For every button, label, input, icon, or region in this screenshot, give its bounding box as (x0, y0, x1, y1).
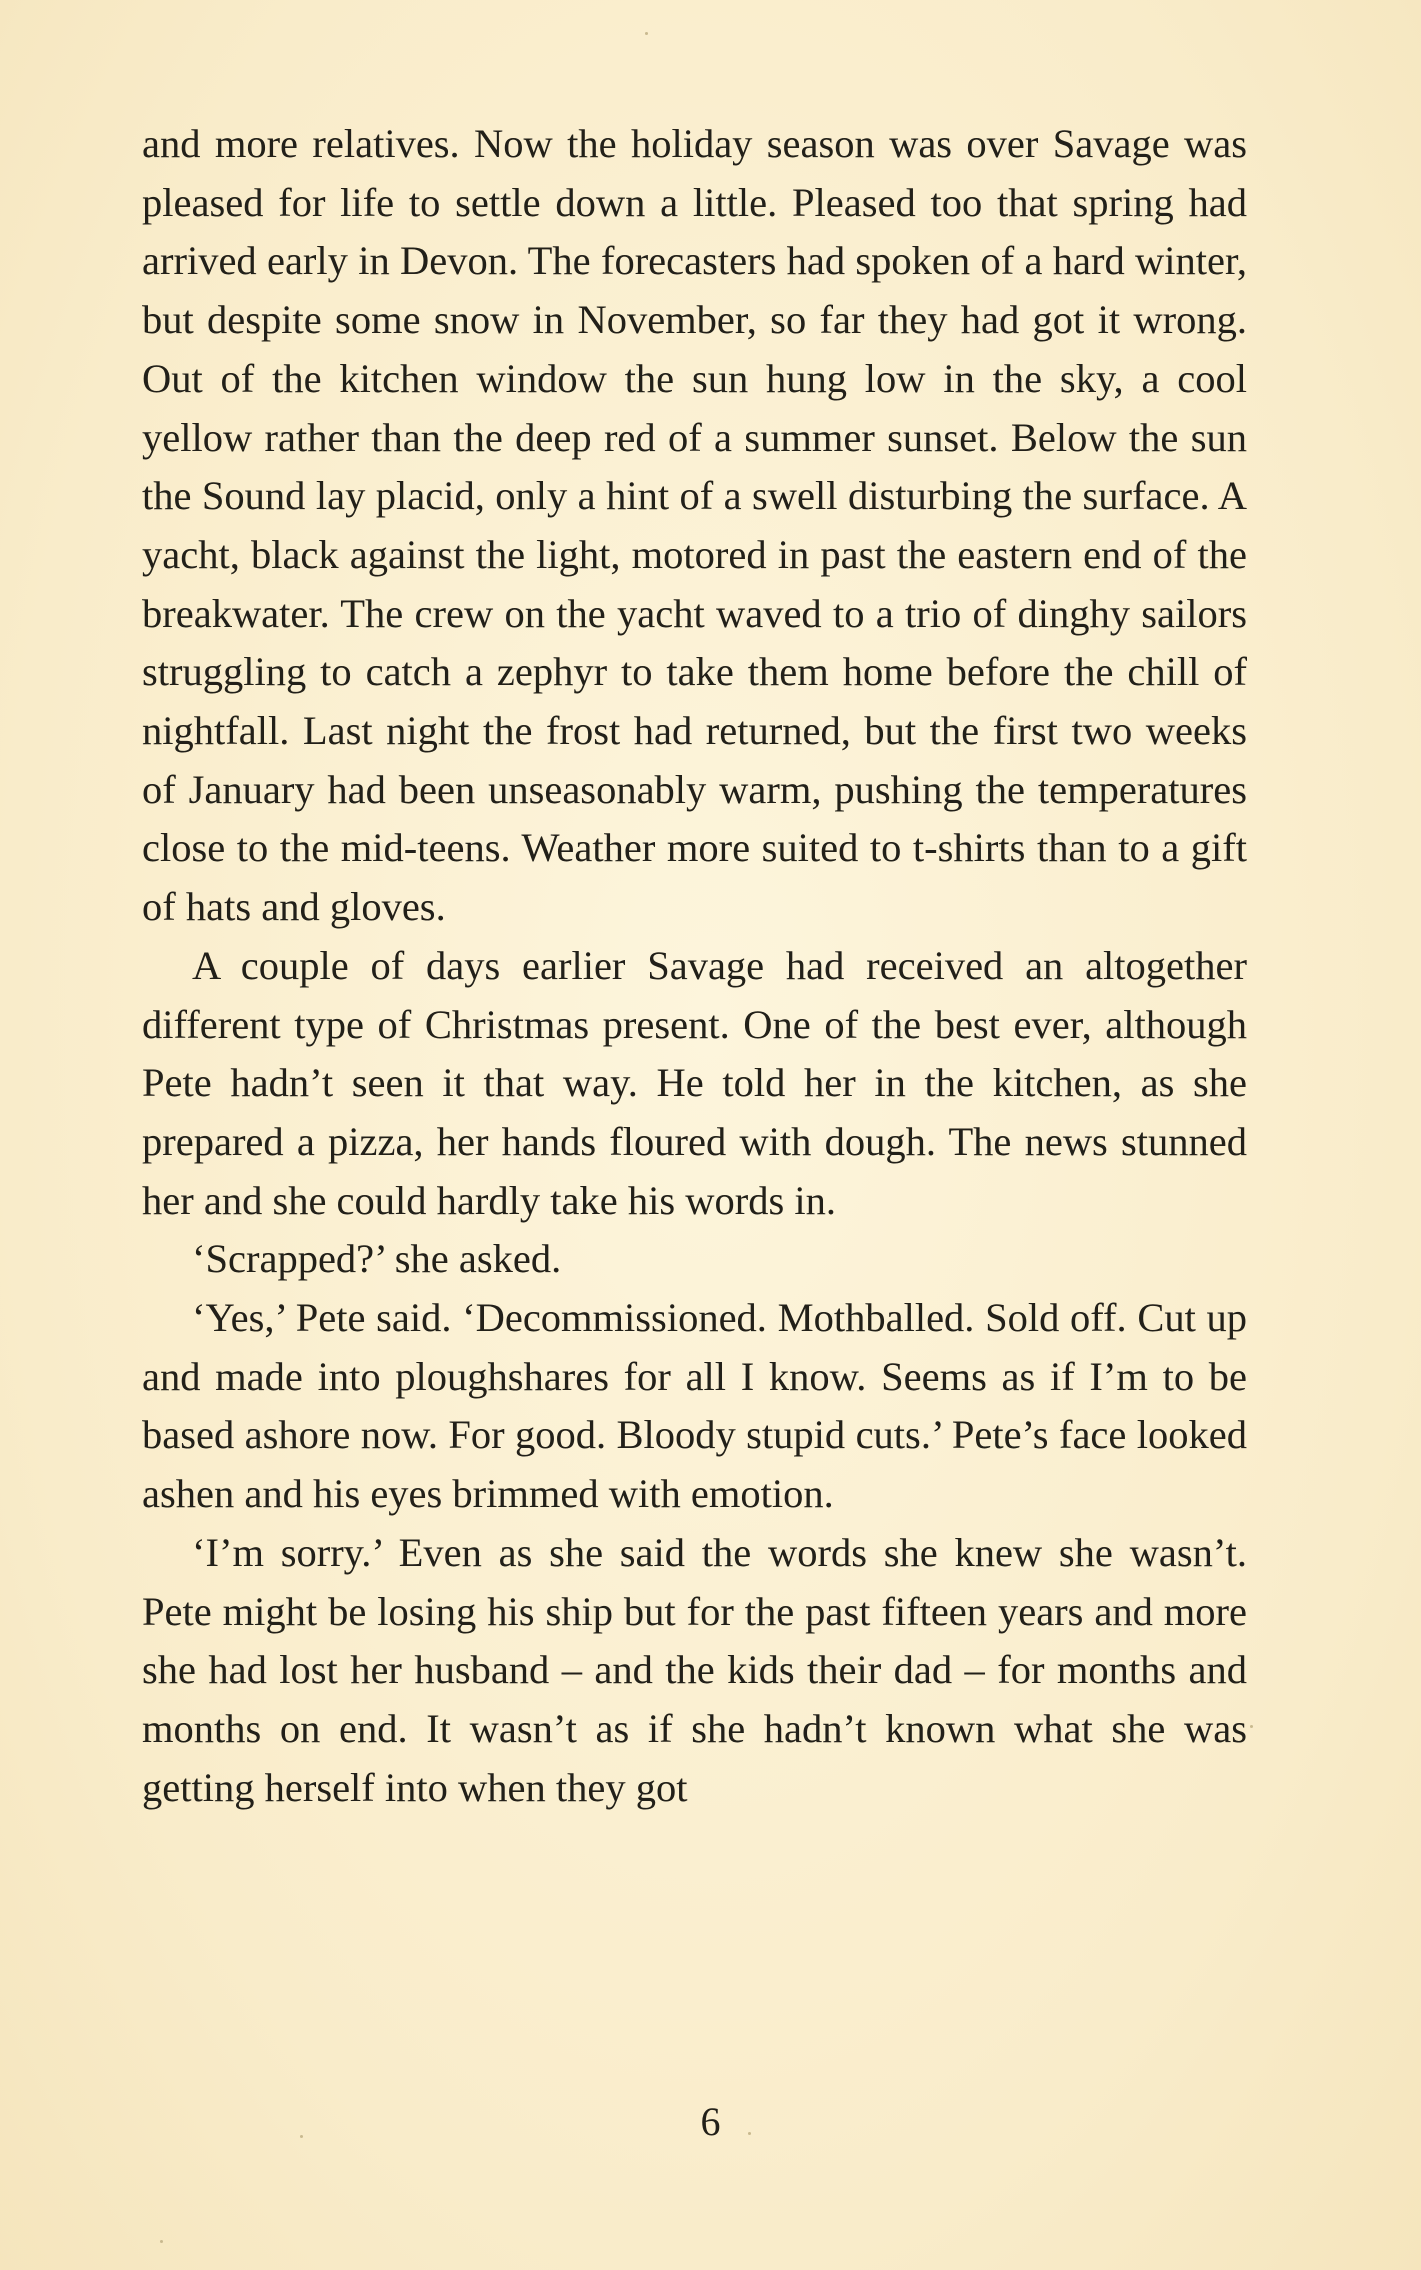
paper-speck (645, 32, 648, 35)
paper-speck (300, 2135, 303, 2138)
page-number: 6 (700, 2099, 721, 2144)
paragraph-3: ‘Scrapped?’ she asked. (192, 1236, 562, 1282)
page-body (142, 115, 1247, 1817)
paper-speck (160, 2240, 163, 2243)
paragraph-1: and more relatives. Now the holiday season was over Savage was pleased for life to settle down a little. Pleased too that spring had arrived early in Devon. The forecasters had spoken of a hard winter, but despite some snow in November, so far they had got it wrong. Out of the kitchen window the sun hung low in the sky, a cool yellow rather than the deep red of a summer sunset. Below the sun the Sound lay placid, only a hint of a swell disturbing the surface. A yacht, black against the light, motored in past the eastern end of the breakwater. The crew on the yacht waved to a trio of dinghy sailors struggling to catch a zephyr to take them home before the chill of nightfall. Last night the frost had returned, but the first two weeks of January had been unseasonably warm, pushing the temperatures close to the mid-teens. Weather more suited to t-shirts than to a gift of hats and gloves. (142, 121, 1247, 930)
paragraph-5: ‘I’m sorry.’ Even as she said the words she knew she wasn’t. Pete might be losing his ship but for the past fifteen years and more she had lost her husband – and the kids their dad – for months and months on end. It wasn’t as if she hadn’t known what she was getting herself into when they got (142, 1529, 1247, 1810)
paragraph-4: ‘Yes,’ Pete said. ‘Decommissioned. Mothballed. Sold off. Cut up and made into ploughshares for all I know. Seems as if I’m to be based ashore now. For good. Bloody stupid cuts.’ Pete’s face looked ashen and his eyes brimmed with emotion. (142, 1295, 1247, 1517)
paper-speck (1250, 1725, 1253, 1728)
paper-speck (748, 2132, 751, 2135)
paragraph-2: A couple of days earlier Savage had received an altogether different type of Christmas present. One of the best ever, although Pete hadn’t seen it that way. He told her in the kitchen, as she prepared a pizza, her hands floured with dough. The news stunned her and she could hardly take his words in. (142, 942, 1247, 1223)
